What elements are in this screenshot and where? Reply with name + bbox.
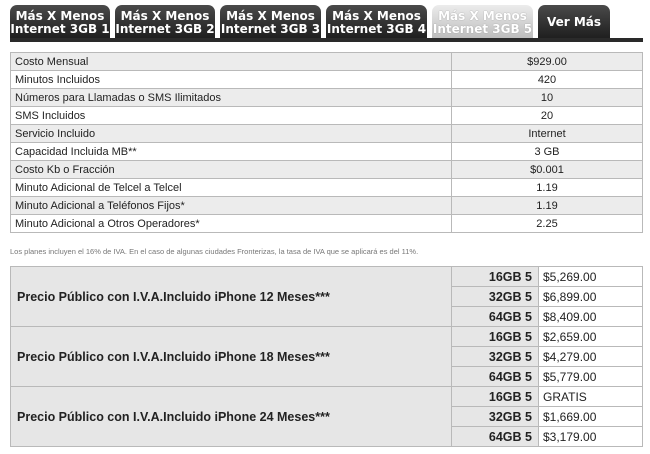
capacity-cell: 16GB 5 bbox=[452, 387, 539, 407]
price-cell: GRATIS bbox=[539, 387, 643, 407]
price-cell: $2,659.00 bbox=[539, 327, 643, 347]
plan-row bbox=[11, 197, 643, 215]
capacity-cell: 64GB 5 bbox=[452, 427, 539, 447]
plan-row-value: $929.00 bbox=[452, 53, 643, 71]
tab-line2: Internet 3GB 1 bbox=[10, 22, 110, 36]
capacity-cell: 32GB 5 bbox=[452, 407, 539, 427]
price-cell: $1,669.00 bbox=[539, 407, 643, 427]
tab-line1: Más X Menos bbox=[332, 9, 421, 23]
price-cell: $4,279.00 bbox=[539, 347, 643, 367]
plan-row-label: Minutos Incluidos bbox=[11, 71, 452, 89]
price-group-label: Precio Público con I.V.A.Incluido iPhone 18 Meses*** bbox=[11, 327, 452, 387]
tab-line2: Internet 3GB 2 bbox=[115, 22, 215, 36]
capacity-cell: 32GB 5 bbox=[452, 287, 539, 307]
plan-row bbox=[11, 143, 643, 161]
plan-row-label: Números para Llamadas o SMS Ilimitados bbox=[11, 89, 452, 107]
plan-row-label: Minuto Adicional a Otros Operadores* bbox=[11, 215, 452, 233]
plan-row-label: Servicio Incluido bbox=[11, 125, 452, 143]
tab-internet-3gb-1[interactable] bbox=[10, 5, 110, 38]
capacity-cell: 32GB 5 bbox=[452, 347, 539, 367]
tab-bar-divider bbox=[10, 38, 643, 42]
plan-row bbox=[11, 53, 643, 71]
price-cell: $5,779.00 bbox=[539, 367, 643, 387]
plan-details-table bbox=[10, 52, 643, 233]
price-cell: $6,899.00 bbox=[539, 287, 643, 307]
plan-row-value: $0.001 bbox=[452, 161, 643, 179]
plan-row-label: Costo Kb o Fracción bbox=[11, 161, 452, 179]
plan-row-value: 1.19 bbox=[452, 179, 643, 197]
capacity-cell: 16GB 5 bbox=[452, 267, 539, 287]
tab-internet-3gb-5[interactable] bbox=[432, 5, 533, 38]
plan-row-value: 20 bbox=[452, 107, 643, 125]
plan-row bbox=[11, 215, 643, 233]
tab-ver-mas-label: Ver Más bbox=[546, 15, 602, 29]
capacity-cell: 16GB 5 bbox=[452, 327, 539, 347]
tab-line1: Más X Menos bbox=[438, 9, 527, 23]
plan-row-label: Capacidad Incluida MB** bbox=[11, 143, 452, 161]
plan-row-label: SMS Incluidos bbox=[11, 107, 452, 125]
plan-row-value: 10 bbox=[452, 89, 643, 107]
price-row bbox=[11, 387, 643, 407]
price-group-label: Precio Público con I.V.A.Incluido iPhone 12 Meses*** bbox=[11, 267, 452, 327]
plan-row bbox=[11, 161, 643, 179]
plan-row bbox=[11, 71, 643, 89]
tab-line1: Más X Menos bbox=[15, 9, 105, 23]
plan-row-value: Internet bbox=[452, 125, 643, 143]
tax-note: Los planes incluyen el 16% de IVA. En el caso de algunas ciudades Fronterizas, la tasa de IVA que se aplicará es del 11%. bbox=[10, 247, 419, 256]
plan-row bbox=[11, 125, 643, 143]
plan-row-value: 2.25 bbox=[452, 215, 643, 233]
plan-row-value: 3 GB bbox=[452, 143, 643, 161]
tab-internet-3gb-4[interactable] bbox=[326, 5, 427, 38]
tab-internet-3gb-3[interactable] bbox=[220, 5, 321, 38]
plan-row-label: Minuto Adicional de Telcel a Telcel bbox=[11, 179, 452, 197]
plan-row-label: Minuto Adicional a Teléfonos Fijos* bbox=[11, 197, 452, 215]
plan-row bbox=[11, 89, 643, 107]
capacity-cell: 64GB 5 bbox=[452, 367, 539, 387]
price-cell: $8,409.00 bbox=[539, 307, 643, 327]
plan-row-value: 1.19 bbox=[452, 197, 643, 215]
tab-line2: Internet 3GB 4 bbox=[326, 22, 427, 36]
capacity-cell: 64GB 5 bbox=[452, 307, 539, 327]
price-row bbox=[11, 327, 643, 347]
plan-row-label: Costo Mensual bbox=[11, 53, 452, 71]
tab-line1: Más X Menos bbox=[226, 9, 315, 23]
tab-line1: Más X Menos bbox=[120, 9, 210, 23]
plan-row bbox=[11, 107, 643, 125]
tab-line2: Internet 3GB 3 bbox=[220, 22, 321, 36]
price-cell: $5,269.00 bbox=[539, 267, 643, 287]
tab-internet-3gb-2[interactable] bbox=[115, 5, 215, 38]
tab-line2: Internet 3GB 5 bbox=[432, 22, 533, 36]
plan-row bbox=[11, 179, 643, 197]
price-group-label: Precio Público con I.V.A.Incluido iPhone 24 Meses*** bbox=[11, 387, 452, 447]
iphone-price-table bbox=[10, 266, 643, 447]
price-cell: $3,179.00 bbox=[539, 427, 643, 447]
price-row bbox=[11, 267, 643, 287]
plan-tabs bbox=[10, 5, 643, 40]
plan-row-value: 420 bbox=[452, 71, 643, 89]
tab-ver-mas[interactable] bbox=[538, 5, 610, 38]
